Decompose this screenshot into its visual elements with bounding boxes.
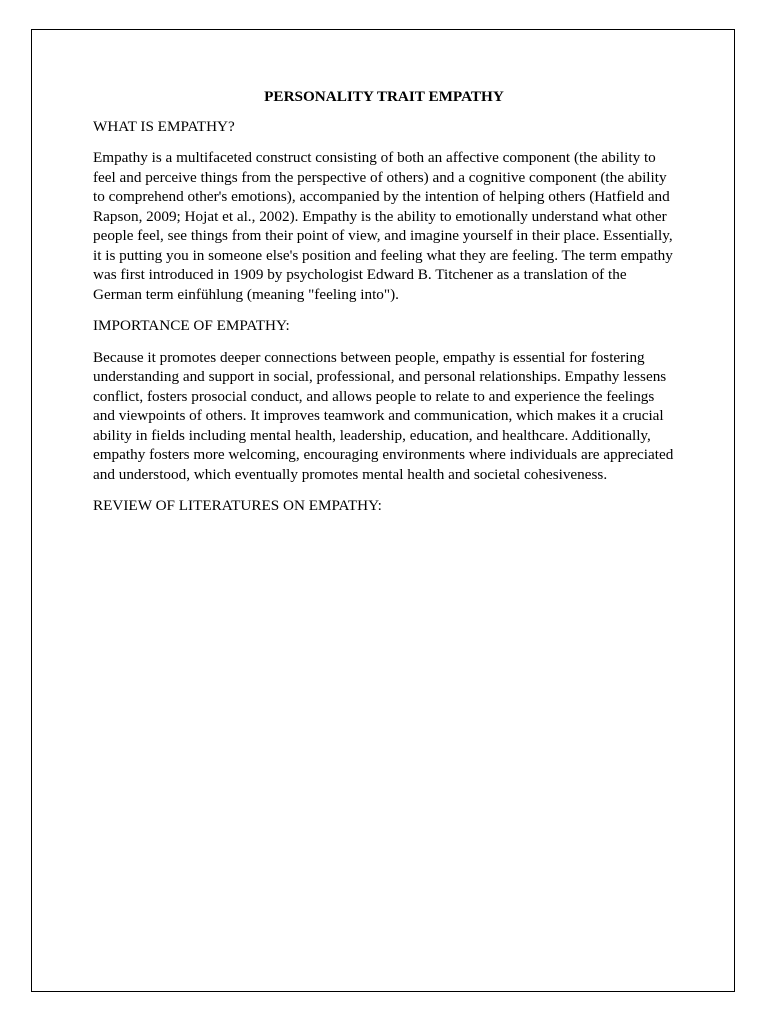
section-heading-what-is-empathy: WHAT IS EMPATHY? — [93, 117, 235, 135]
section-paragraph-importance-of-empathy: Because it promotes deeper connections between people, empathy is essential for fostering understanding and support in social, professional, and personal relationships. Empathy lessens conflict, fosters prosocial conduct, and allows people to relate to and experience the feelings and viewpoints of others. It improves teamwork and communication, which makes it a crucial ability in fields including mental health, leadership, education, and healthcare. Additionally, empathy fosters more welcoming, encouraging environments where individuals are appreciated and understood, which eventually promotes mental health and societal cohesiveness. — [93, 348, 674, 483]
section-heading-review-of-literatures: REVIEW OF LITERATURES ON EMPATHY: — [93, 497, 382, 514]
section-heading-importance-of-empathy: IMPORTANCE OF EMPATHY: — [93, 317, 290, 334]
document-body — [93, 87, 675, 528]
document-title: PERSONALITY TRAIT EMPATHY — [264, 88, 504, 105]
section-paragraph-what-is-empathy: Empathy is a multifaceted construct consisting of both an affective component (the ability to feel and perceive things from the perspective of others) and a cognitive component (the ability to comprehend other's emotions), accompanied by the intention of helping others (Hatfield and Rapson, 2009; Hojat et al., 2002). Empathy is the ability to emotionally understand what other people feel, see things from their point of view, and imagine yourself in their place. Essentially, it is putting you in someone else's position and feeling what they are feeling. The term empathy was first introduced in 1909 by psychologist Edward B. Titchener as a translation of the German term einfühlung (meaning "feeling into"). — [93, 149, 673, 303]
